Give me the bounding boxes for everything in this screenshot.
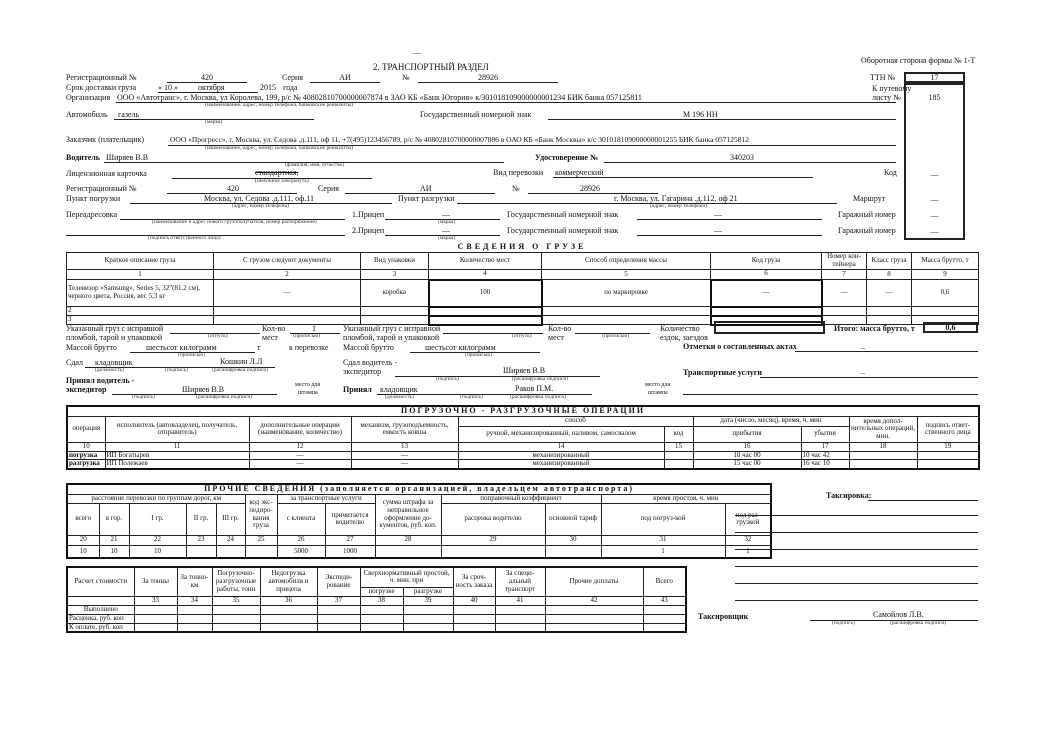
taxer-label: Таксировщик bbox=[698, 612, 749, 621]
cargo-cell: 3 bbox=[67, 316, 214, 325]
l-qty-hint: (прописью) bbox=[293, 333, 321, 339]
cargo-h-mass-method: Способ определения массы bbox=[542, 253, 711, 270]
calc-h-total: Всего bbox=[643, 567, 686, 596]
cargo-cell: — bbox=[711, 280, 822, 307]
ops-num: 14 bbox=[458, 442, 664, 451]
sdal-name-hint: (расшифровка подписи) bbox=[212, 367, 269, 373]
services-label: Транспортные услуги bbox=[683, 368, 762, 377]
trailer2-hint: (марка) bbox=[438, 235, 456, 241]
calc-num: 34 bbox=[177, 596, 212, 605]
calc-h-exped: Экспеди-рование bbox=[317, 567, 360, 596]
taxer-sign-hint: (подпись) bbox=[832, 620, 855, 626]
cargo-num: 5 bbox=[542, 270, 711, 280]
cargo-cell: коробка bbox=[361, 280, 429, 307]
ops-cell: — bbox=[351, 460, 458, 469]
calc-num: 37 bbox=[317, 596, 360, 605]
other-num: 27 bbox=[325, 535, 375, 545]
other-cell: 10 bbox=[129, 545, 186, 558]
r-sdal-2: экспедитор bbox=[343, 367, 382, 376]
sdal-name: Кошкин Л.Л bbox=[220, 357, 263, 366]
term-label: Срок доставки груза bbox=[66, 83, 137, 92]
reg-label: Регистрационный № bbox=[66, 73, 137, 82]
l-kol: Кол-во bbox=[262, 324, 286, 333]
other-h-services: за транспортные услуги bbox=[277, 494, 375, 503]
other-h-driver: причитается водителю bbox=[325, 503, 375, 535]
series-label: Серия bbox=[282, 73, 303, 82]
ops-title: ПОГРУЗОЧНО - РАЗГРУЗОЧНЫЕ ОПЕРАЦИИ bbox=[67, 406, 979, 416]
term-suffix: года bbox=[283, 83, 298, 92]
ops-num: 11 bbox=[105, 442, 249, 451]
ops-num: 15 bbox=[664, 442, 693, 451]
calc-table bbox=[66, 566, 687, 633]
ops-cell bbox=[849, 460, 917, 469]
reg2-label: Регистрационный № bbox=[66, 184, 137, 193]
acts-label: Отметки о составленных актах bbox=[683, 342, 797, 351]
calc-h-urgent: За сроч-ность заказа bbox=[453, 567, 495, 596]
page-title: 2. ТРАНСПОРТНЫЙ РАЗДЕЛ bbox=[373, 62, 489, 72]
other-h-all: всего bbox=[67, 503, 99, 535]
calc-r-pay: К оплате, руб. коп bbox=[67, 623, 134, 632]
no2-label: № bbox=[512, 184, 520, 193]
code-label: Код bbox=[884, 168, 897, 177]
ops-h-date: дата (число, месяц), время, ч. мин bbox=[693, 416, 849, 426]
other-h-client: с клиента bbox=[277, 503, 325, 535]
calc-row-pay bbox=[67, 623, 686, 632]
license-value: стандартная, bbox=[255, 168, 299, 177]
cert-label: Удостоверение № bbox=[535, 153, 599, 162]
ops-cell: разгрузка bbox=[67, 460, 105, 469]
ops-cell: ИП Богатырев bbox=[105, 451, 249, 460]
prinyal-label-1: Принял водитель - bbox=[66, 376, 135, 385]
ops-num: 19 bbox=[917, 442, 979, 451]
ops-cell: механизированный bbox=[458, 460, 664, 469]
trailer1-hint: (марка) bbox=[438, 219, 456, 225]
calc-num: 39 bbox=[403, 596, 453, 605]
cargo-num: 2 bbox=[214, 270, 361, 280]
other-num: 25 bbox=[245, 535, 277, 545]
cargo-h-class: Класс груза bbox=[867, 253, 912, 270]
r-prinyal-pos: кладовщик bbox=[380, 385, 418, 394]
other-h-fine: сумма штрафа за неправильное оформление до-кументов, руб. коп. bbox=[375, 494, 441, 535]
r-hint: (отпуск) bbox=[512, 333, 532, 339]
ops-h-extra: время допол-нительных операций, мин. bbox=[849, 416, 917, 442]
other-table bbox=[66, 483, 772, 559]
ttn-value: 17 bbox=[930, 73, 939, 82]
other-cell: 1 bbox=[725, 545, 771, 558]
ops-cell bbox=[664, 451, 693, 460]
other-h-idle1: под погруз-кой bbox=[601, 503, 725, 535]
plate1-label: Государственный номерной знак bbox=[507, 210, 619, 219]
ops-cell: механизированный bbox=[458, 451, 664, 460]
form-label: Оборотная сторона формы № 1-Т bbox=[861, 56, 976, 65]
plate-value: М 196 НН bbox=[683, 110, 718, 119]
r-prinyal-name: Раков П.М. bbox=[515, 384, 554, 393]
other-cell: 1 bbox=[601, 545, 725, 558]
total-label: Итого: масса брутто, т bbox=[834, 324, 915, 333]
cargo-h-mass: Масса брутто, т bbox=[912, 253, 979, 270]
r-mest: мест bbox=[548, 333, 564, 342]
cargo-num: 3 bbox=[361, 270, 429, 280]
other-cell bbox=[441, 545, 545, 558]
sdal-label: Сдал bbox=[66, 358, 84, 367]
cargo-h-pack: Вид упаковки bbox=[361, 253, 429, 270]
sheet-label-2: листу № bbox=[872, 93, 901, 102]
other-num: 22 bbox=[129, 535, 186, 545]
other-cell: 10 bbox=[67, 545, 99, 558]
calc-h-special: За специ-альный транспорт bbox=[495, 567, 545, 596]
calc-row-done bbox=[67, 605, 686, 614]
cargo-title: СВЕДЕНИЯ О ГРУЗЕ bbox=[457, 242, 587, 251]
ops-cell: 15 час 00 bbox=[693, 460, 801, 469]
plate-label: Государственный номерной знак bbox=[420, 110, 532, 119]
ship-type-label: Вид перевозки bbox=[493, 168, 544, 177]
l-qty: 1 bbox=[312, 324, 316, 333]
total-value: 0,6 bbox=[945, 323, 956, 332]
taxer-name-hint: (расшифровка подписи) bbox=[890, 620, 947, 626]
calc-h-under: Недогрузка автомобиля и прицепа bbox=[260, 567, 317, 596]
driver-value: Ширяев В.В bbox=[106, 153, 149, 162]
other-num: 30 bbox=[545, 535, 601, 545]
ops-h-exec: исполнитель (автовладелец, получатель, отправитель) bbox=[105, 416, 249, 442]
l-transfer: к перевозке bbox=[289, 343, 329, 352]
org-hint: (наименование, адрес, номер телефона, банковские реквизиты) bbox=[205, 102, 353, 108]
other-h-dist: расстояние перевозки по группам дорог, км bbox=[67, 494, 245, 503]
r-sdal-sign-hint: (подпись) bbox=[436, 376, 459, 382]
r-mass-hint: (прописью) bbox=[465, 352, 493, 358]
r-sdal-1: Сдал водитель - bbox=[343, 358, 398, 367]
prinyal-name: Ширяев В.В bbox=[182, 385, 225, 394]
no-value: 28926 bbox=[478, 73, 498, 82]
other-num: 28 bbox=[375, 535, 441, 545]
cargo-h-places: Количество мест bbox=[429, 253, 542, 270]
load-label: Пункт погрузки bbox=[66, 194, 121, 203]
cargo-cell: 100 bbox=[429, 280, 542, 307]
cargo-cell: 2 bbox=[67, 307, 214, 316]
other-num: 23 bbox=[186, 535, 216, 545]
l-t: т bbox=[257, 343, 261, 352]
calc-num: 42 bbox=[545, 596, 643, 605]
calc-h-overtime: Сверхнормативный простой, ч. мин. при bbox=[360, 567, 453, 587]
acts-value: – bbox=[861, 343, 865, 352]
calc-r-done: Выполнено bbox=[67, 605, 134, 614]
cargo-cell: 0,6 bbox=[912, 280, 979, 307]
other-cell bbox=[216, 545, 245, 558]
qty-places-2: ездок, заездов bbox=[660, 333, 708, 342]
cargo-num: 9 bbox=[912, 270, 979, 280]
other-cell: 10 bbox=[99, 545, 129, 558]
other-num: 24 bbox=[216, 535, 245, 545]
other-num: 20 bbox=[67, 535, 99, 545]
other-h-g3: III гр. bbox=[216, 503, 245, 535]
readdr-hint: (наименование и адрес нового грузополучателя, номер распоряжения) bbox=[152, 219, 317, 225]
calc-h-ton: За тонны bbox=[134, 567, 177, 596]
ops-num: 18 bbox=[849, 442, 917, 451]
calc-h-ot1: погрузке bbox=[360, 587, 403, 596]
cargo-row-1 bbox=[67, 280, 979, 307]
license-label: Лицензионная карточка bbox=[66, 169, 147, 178]
plate1-value: — bbox=[714, 210, 722, 219]
ops-h-sign: подпись ответ-ственного лица bbox=[917, 416, 979, 442]
cert-value: 340203 bbox=[730, 153, 754, 162]
ttn-label: ТТН № bbox=[870, 73, 896, 82]
ops-cell: — bbox=[249, 451, 351, 460]
cargo-table bbox=[66, 252, 979, 326]
calc-h-tkm: За тонно-км bbox=[177, 567, 212, 596]
r-prinyal-sign-hint: (подпись) bbox=[460, 394, 483, 400]
customer-hint: (наименование, адрес, номер телефона, банковские реквизиты) bbox=[205, 145, 353, 151]
auto-hint: (марка) bbox=[205, 119, 223, 125]
other-num: 31 bbox=[601, 535, 725, 545]
series-value: АИ bbox=[339, 73, 351, 82]
term-month: октября bbox=[198, 83, 225, 92]
cargo-row-2 bbox=[67, 307, 979, 316]
cargo-num: 6 bbox=[711, 270, 822, 280]
trailer2-label: 2.Прицеп bbox=[352, 226, 385, 235]
stamp-r-1: место для bbox=[645, 382, 671, 388]
l-mass: шестьсот килограмм bbox=[146, 343, 217, 352]
sheet-value: 185 bbox=[928, 93, 941, 102]
route-value: — bbox=[930, 195, 939, 204]
calc-num: 33 bbox=[134, 596, 177, 605]
ops-num: 17 bbox=[801, 442, 849, 451]
ops-h-op: операция bbox=[67, 416, 105, 442]
cargo-num: 8 bbox=[867, 270, 912, 280]
ops-cell: 16 час 10 bbox=[801, 460, 849, 469]
garage1-label: Гаражный номер bbox=[838, 210, 896, 219]
other-h-idle: время простоя, ч. мин bbox=[601, 494, 771, 503]
other-cell bbox=[186, 545, 216, 558]
other-h-idle2: под раз-грузкой bbox=[725, 503, 771, 535]
other-values-row bbox=[67, 545, 771, 558]
ops-h-mech: механизм, грузоподъемность, емкость ковша bbox=[351, 416, 458, 442]
r-qty-hint: (прописью) bbox=[602, 333, 630, 339]
ops-h-add: дополнительные операции (наименование, количество) bbox=[249, 416, 351, 442]
ops-cell: 10 час 42 bbox=[801, 451, 849, 460]
load-value: Москва, ул. Седова .д.111, оф.11 bbox=[204, 194, 314, 203]
ops-cell: погрузка bbox=[67, 451, 105, 460]
cargo-cell: Телевизор «Samsung», Series 5, 32"(81.2 см), черного цвета, Россия, вес 5,3 кг bbox=[67, 280, 214, 307]
calc-h-work: Погрузочно-разгрузочные работы, тонн bbox=[212, 567, 260, 596]
plate2-label: Государственный номерной знак bbox=[507, 226, 619, 235]
ops-cell bbox=[917, 460, 979, 469]
term-day: « 10 » bbox=[158, 83, 178, 92]
customer-value: ООО «Прогресс», г. Москва, ул. Седова .д.111, оф 11, +7(495)123456789, р/с № 40802810700000007886 в ОАО КБ «Банк Москвы» к/с 301018109000000001255 БИК банка 057125812 bbox=[170, 135, 750, 144]
calc-num: 38 bbox=[360, 596, 403, 605]
other-h-g1: I гр. bbox=[129, 503, 186, 535]
ops-cell bbox=[849, 451, 917, 460]
sheet-label-1: К путевому bbox=[872, 84, 912, 93]
other-num: 29 bbox=[441, 535, 545, 545]
cargo-cell: — bbox=[822, 280, 867, 307]
trailer1-value: — bbox=[442, 210, 450, 219]
sdal-pos-hint: (должность) bbox=[95, 367, 124, 373]
l3: Массой брутто bbox=[66, 343, 117, 352]
services-value: – bbox=[861, 368, 865, 377]
cargo-cell: — bbox=[214, 280, 361, 307]
r-prinyal-name-hint: (расшифровка подписи) bbox=[510, 394, 567, 400]
ops-h-arr: прибытия bbox=[693, 426, 801, 442]
cargo-h-container: Номер кон-тейнера bbox=[822, 253, 867, 270]
calc-num: 35 bbox=[212, 596, 260, 605]
ship-type-value: коммерческий bbox=[555, 168, 604, 177]
calc-num: 36 bbox=[260, 596, 317, 605]
code-box bbox=[714, 321, 825, 334]
ops-cell: — bbox=[249, 460, 351, 469]
driver-label: Водитель bbox=[66, 153, 100, 162]
ops-num: 10 bbox=[67, 442, 105, 451]
org-label: Организация bbox=[66, 93, 111, 102]
other-num: 32 bbox=[725, 535, 771, 545]
ops-row-unload bbox=[67, 460, 979, 469]
qty-places-1: Количество bbox=[660, 324, 700, 333]
term-year: 2015 bbox=[260, 83, 276, 92]
other-cell: 1000 bbox=[325, 545, 375, 558]
ops-cell: 10 час 00 bbox=[693, 451, 801, 460]
driver-hint: (фамилия, имя, отчество) bbox=[285, 162, 345, 168]
cargo-h-code: Код груза bbox=[711, 253, 822, 270]
r-kol: Кол-во bbox=[548, 324, 572, 333]
garage2-value: — bbox=[930, 227, 939, 236]
sdal-sign-hint: (подпись) bbox=[165, 367, 188, 373]
other-h-g2: II гр. bbox=[186, 503, 216, 535]
readdr-label: Переадресовка bbox=[66, 210, 117, 219]
other-cell: 5000 bbox=[277, 545, 325, 558]
customer-label: Заказчик (плательщик) bbox=[66, 135, 145, 144]
other-cell bbox=[545, 545, 601, 558]
calc-row-rate bbox=[67, 614, 686, 623]
cargo-cell: по маркировке bbox=[542, 280, 711, 307]
calc-num: 43 bbox=[643, 596, 686, 605]
series2-label: Серия bbox=[318, 184, 339, 193]
reg-value: 420 bbox=[201, 73, 213, 82]
ops-cell bbox=[664, 460, 693, 469]
cargo-num: 1 bbox=[67, 270, 214, 280]
ops-table bbox=[66, 405, 980, 470]
stamp-r-2: штампа bbox=[648, 390, 668, 396]
taxer-name: Самойлов Л.В. bbox=[873, 610, 924, 619]
l-mass-hint: (прописью) bbox=[178, 352, 206, 358]
ops-num: 12 bbox=[249, 442, 351, 451]
load-hint: (адрес, номер телефона) bbox=[232, 203, 289, 209]
r-mass: шестьсот килограмм bbox=[425, 343, 496, 352]
r-prinyal-pos-hint: (должность) bbox=[385, 394, 414, 400]
other-cell bbox=[375, 545, 441, 558]
taxing-label: Таксировка: bbox=[826, 491, 872, 500]
ops-h-method1: ручной, механизированный, наливом, самосвалом bbox=[458, 426, 664, 442]
cargo-cell: — bbox=[867, 280, 912, 307]
no2-value: 28926 bbox=[580, 184, 600, 193]
garage2-label: Гаражный номер bbox=[838, 226, 896, 235]
unload-label: Пункт разгрузки bbox=[398, 194, 455, 203]
trailer1-label: 1.Прицеп bbox=[352, 210, 385, 219]
auto-label: Автомобиль bbox=[66, 110, 108, 119]
other-num: 21 bbox=[99, 535, 129, 545]
cargo-num: 4 bbox=[429, 270, 542, 280]
ops-h-code: код bbox=[664, 426, 693, 442]
ops-cell bbox=[917, 451, 979, 460]
unload-value: г. Москва, ул. Гагарина .д.112, оф 21 bbox=[614, 194, 738, 203]
other-cell bbox=[245, 545, 277, 558]
r-sdal-name: Ширяев В.В bbox=[503, 366, 546, 375]
l-mest: мест bbox=[262, 333, 278, 342]
cargo-h-desc: Краткое описание груза bbox=[67, 253, 214, 270]
other-h-rate: расценка водителю bbox=[441, 503, 545, 535]
auto-value: газель bbox=[118, 110, 140, 119]
calc-h-calc: Расчет стоимости bbox=[67, 567, 134, 596]
plate2-value: — bbox=[714, 226, 722, 235]
l2: пломбой, тарой и упаковкой bbox=[66, 333, 163, 342]
other-h-coef: поправочный коэффициент bbox=[441, 494, 601, 503]
unload-hint: (адрес, номер телефона) bbox=[650, 203, 707, 209]
ops-h-method: способ bbox=[458, 416, 693, 426]
calc-h-other: Прочие доплаты bbox=[545, 567, 643, 596]
ops-row-load bbox=[67, 451, 979, 460]
org-value: ООО «Автотранс», г. Москва, ул Королева, 199, р/с № 40802810700000007874 в ЗАО КБ «Банк Югория» к/301018109000000001234 БИК банка 057125811 bbox=[117, 93, 642, 102]
stamp-2: штампа bbox=[298, 390, 318, 396]
ops-h-dep: убытия bbox=[801, 426, 849, 442]
ops-num: 16 bbox=[693, 442, 801, 451]
l1: Указанный груз с исправной bbox=[66, 324, 164, 333]
prinyal-sign-hint: (подпись) bbox=[132, 394, 155, 400]
sdal-pos: кладовщик bbox=[95, 358, 133, 367]
garage1-value: — bbox=[930, 211, 939, 220]
calc-h-ot2: разгрузке bbox=[403, 587, 453, 596]
calc-num: 40 bbox=[453, 596, 495, 605]
prinyal-label-2: экспедитор bbox=[66, 385, 107, 394]
ops-cell: — bbox=[351, 451, 458, 460]
ops-num: 13 bbox=[351, 442, 458, 451]
other-h-exp: код экс-педиро-вания груза bbox=[245, 494, 277, 535]
license-hint: (ненужное зачеркнуть) bbox=[255, 178, 309, 184]
prinyal-name-hint: (расшифровка подписи) bbox=[196, 394, 253, 400]
ops-cell: ИП Полежаев bbox=[105, 460, 249, 469]
code-value: — bbox=[930, 170, 939, 179]
stamp-1: место для bbox=[295, 382, 321, 388]
cargo-num: 7 bbox=[822, 270, 867, 280]
route-label: Маршрут bbox=[853, 194, 886, 203]
other-h-tariff: основной тариф bbox=[545, 503, 601, 535]
r-prinyal: Принял bbox=[343, 385, 372, 394]
header-dash: — bbox=[413, 48, 421, 57]
calc-num: 41 bbox=[495, 596, 545, 605]
r-sdal-name-hint: (расшифровка подписи) bbox=[512, 376, 569, 382]
reg2-value: 420 bbox=[227, 184, 239, 193]
cargo-h-docs: С грузом следуют документы bbox=[214, 253, 361, 270]
series2-value: АИ bbox=[420, 184, 432, 193]
r2: пломбой, тарой и упаковкой bbox=[343, 333, 440, 342]
l-hint: (отпуск) bbox=[208, 333, 228, 339]
other-h-city: в гор. bbox=[99, 503, 129, 535]
r3: Массой брутто bbox=[343, 343, 394, 352]
calc-r-rate: Расценка, руб. коп bbox=[67, 614, 134, 623]
other-num: 26 bbox=[277, 535, 325, 545]
readdr-hint-2: (подпись ответственного лица) bbox=[148, 235, 221, 241]
trailer2-value: — bbox=[442, 226, 450, 235]
other-title: ПРОЧИЕ СВЕДЕНИЯ (заполняется организацией, владельцем автотранспорта) bbox=[67, 484, 771, 494]
no-label: № bbox=[402, 73, 410, 82]
r1: Указанный груз с исправной bbox=[343, 324, 441, 333]
